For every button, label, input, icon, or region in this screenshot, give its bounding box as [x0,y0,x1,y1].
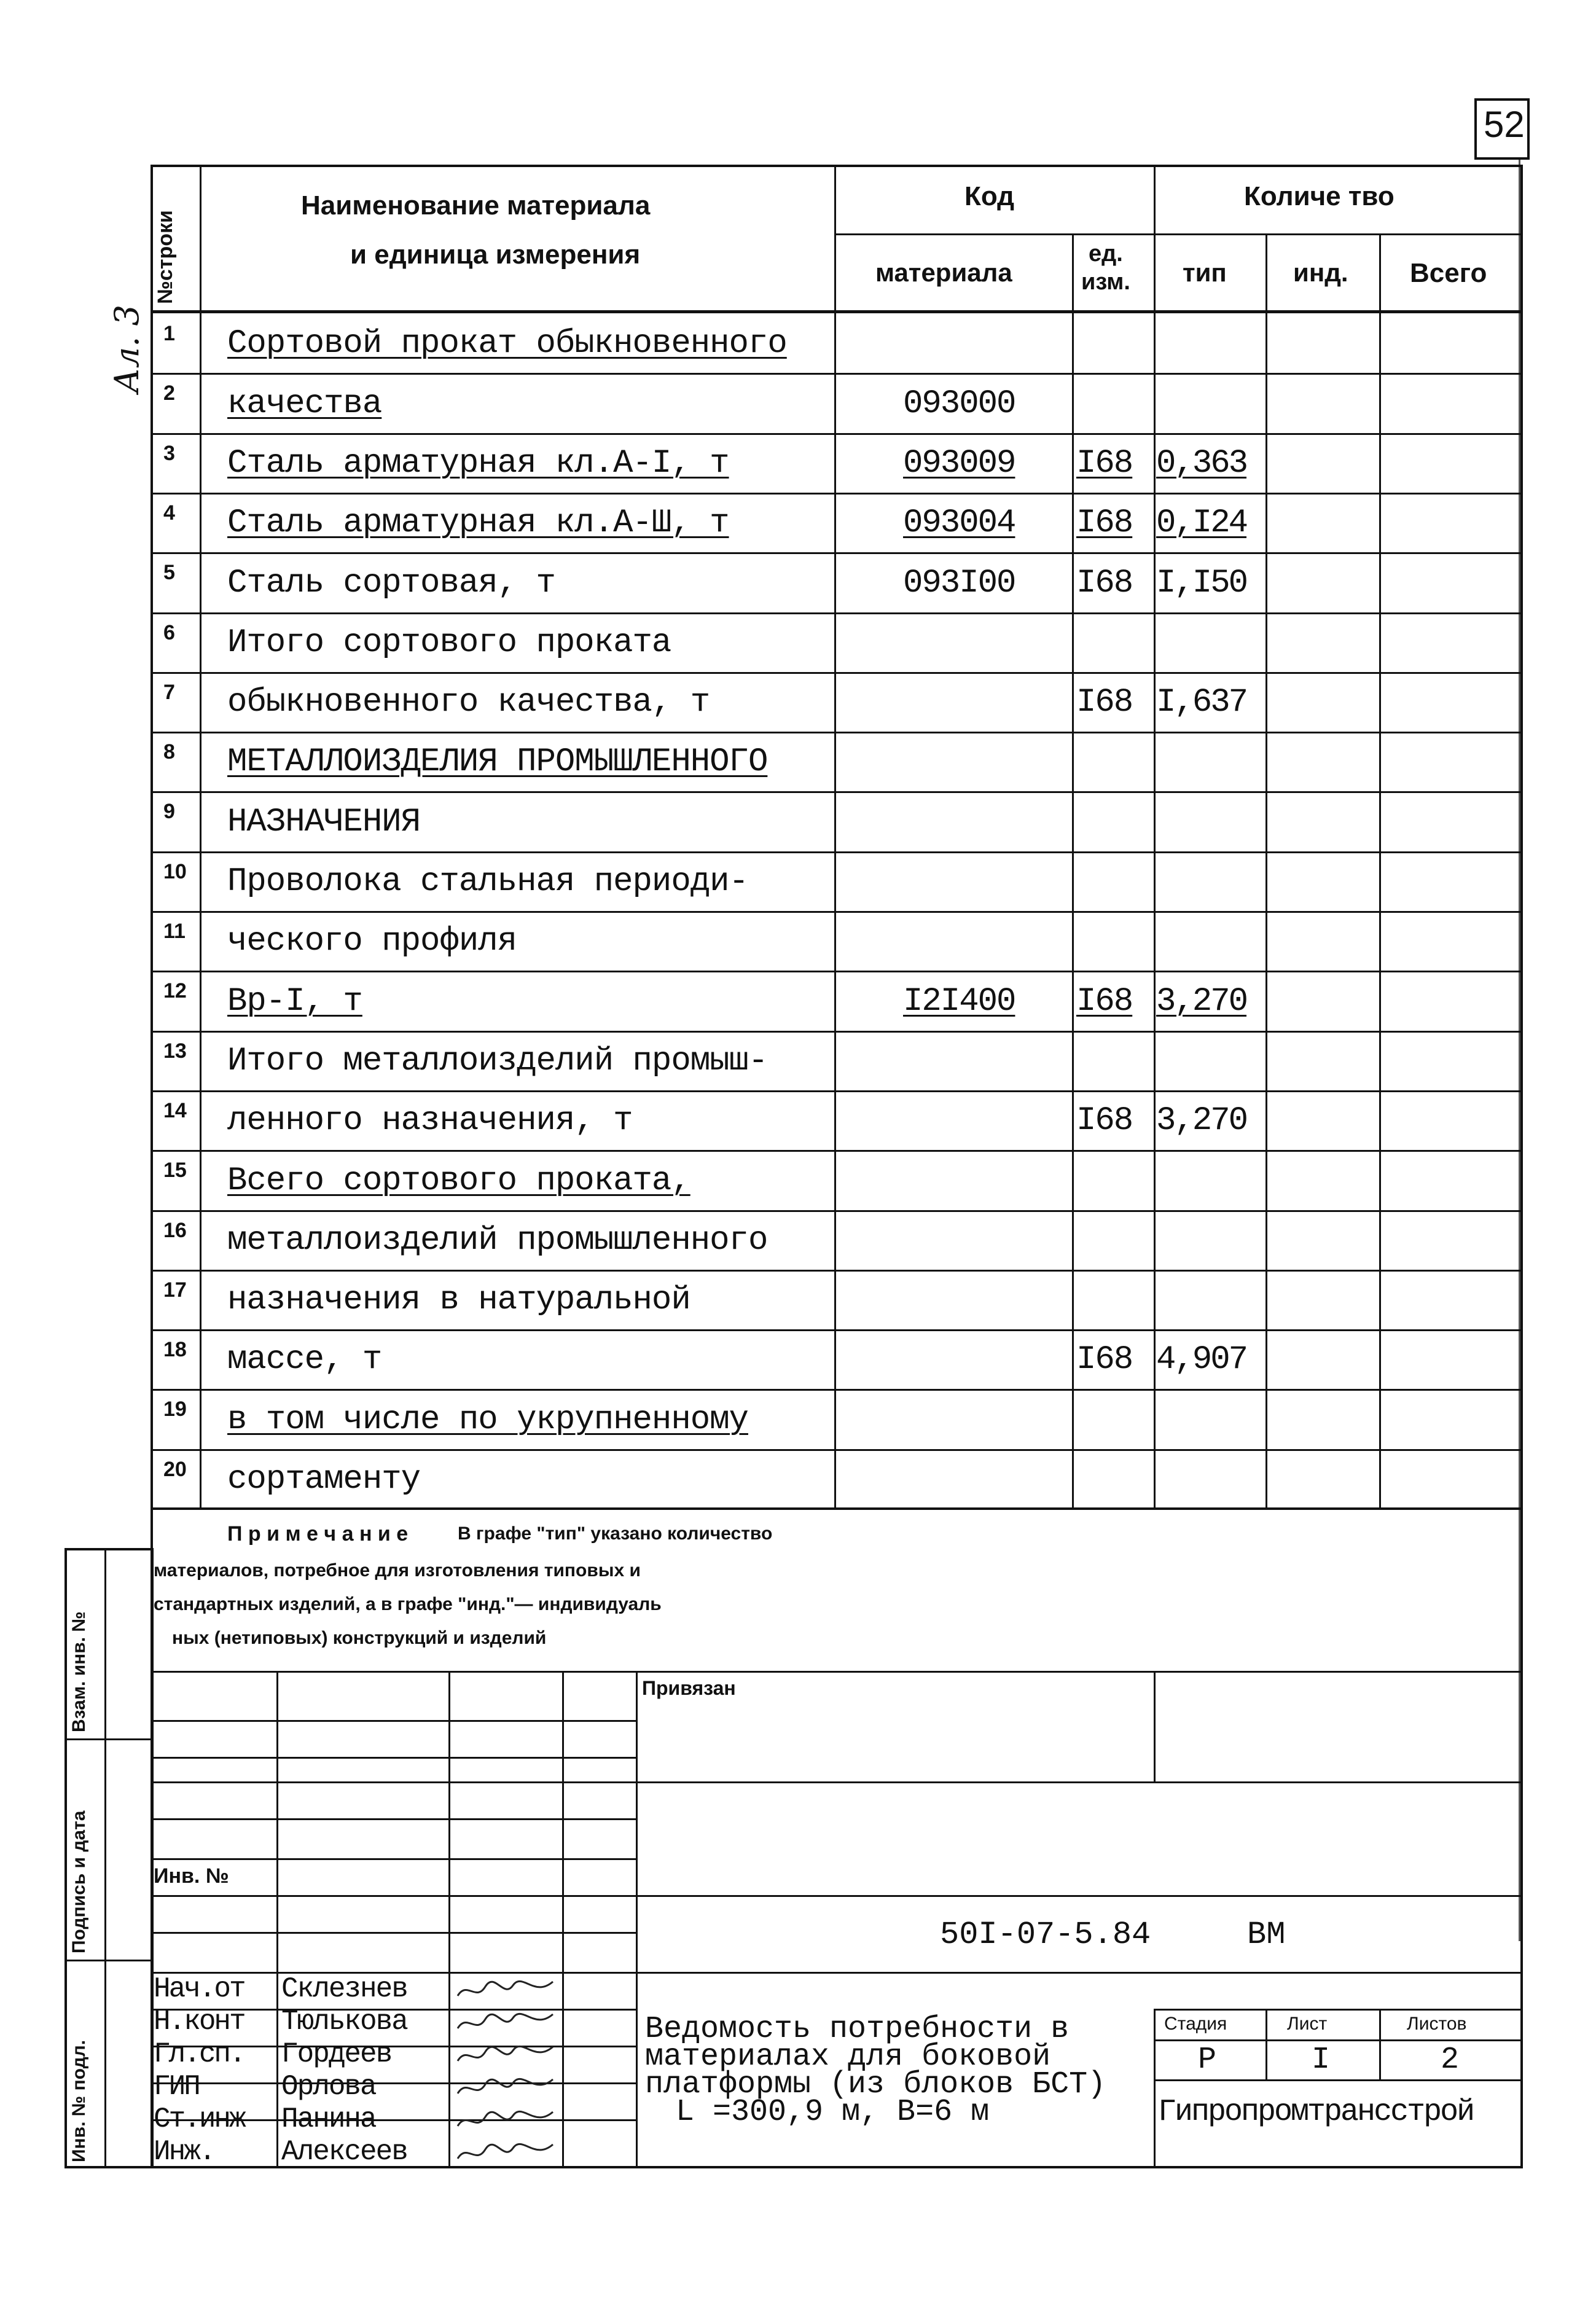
material-name: Сталь арматурная кл.А-Ш, т [227,504,729,542]
note-line4: ных (нетиповых) конструкций и изделий [172,1628,547,1648]
signer-role: ГИП [154,2071,199,2103]
row-number: 4 [163,501,175,525]
unit-code: I68 [1076,684,1133,721]
row-number: 17 [163,1278,187,1302]
header-unit-line2: изм. [1081,269,1130,295]
signature-scribble [455,2105,559,2135]
material-name: Вр-I, т [227,983,362,1020]
material-name: Сталь сортовая, т [227,565,555,602]
quantity-typ: 4,907 [1156,1341,1247,1378]
side-label-inv: Инв. № подл. [69,2039,89,2162]
material-name: Всего сортового проката, [227,1162,690,1200]
header-material: материала [875,258,1012,287]
material-name: ческого профиля [227,923,517,960]
doc-title-line2: материалах для боковой [645,2039,1051,2074]
material-name: качества [227,385,382,423]
side-label-sign: Подпись и дата [69,1810,89,1953]
quantity-typ: I,637 [1156,684,1247,721]
signature-scribble [455,2039,559,2070]
header-typ: тип [1183,258,1227,287]
privyazan-label: Привязан [642,1677,736,1699]
unit-code: I68 [1076,565,1133,602]
row-number: 12 [163,979,187,1003]
signer-name: Тюлькова [281,2006,407,2038]
signer-name: Панина [281,2103,376,2135]
quantity-typ: 0,363 [1156,445,1247,482]
header-name-line1: Наименование материала [301,190,651,221]
signer-name: Орлова [281,2071,376,2103]
doc-mark: ВМ [1247,1917,1286,1953]
material-name: Сортовой прокат обыкновенного [227,325,787,362]
material-name: обыкновенного качества, т [227,684,710,721]
material-name: Сталь арматурная кл.А-I, т [227,445,729,482]
side-note: Ал. 3 [108,305,146,393]
material-name: металлоизделий промышленного [227,1222,768,1259]
material-name: Итого металлоизделий промыш- [227,1042,768,1080]
sheet-label: Лист [1287,2014,1328,2034]
row-number: 8 [163,740,175,764]
row-number: 1 [163,322,175,345]
header-total: Всего [1410,258,1487,288]
doc-title-line4: L =300,9 м, В=6 м [676,2095,990,2130]
row-number: 19 [163,1398,187,1421]
signer-role: Гл.сп. [154,2038,244,2070]
unit-code: I68 [1076,445,1133,482]
signer-role: Ст.инж [154,2103,244,2135]
note-line1: В графе "тип" указано количество [458,1523,773,1544]
material-code: 093004 [903,504,1015,542]
note-line2: материалов, потребное для изготовления типовых и [154,1560,641,1581]
row-number: 18 [163,1338,187,1361]
doc-title-line3: платформы (из блоков БСТ) [645,2067,1106,2102]
sheets-value: 2 [1441,2043,1460,2078]
side-label-replace: Взам. инв. № [69,1611,89,1732]
row-number: 9 [163,800,175,823]
signature-scribble [455,1974,559,2005]
header-quantity: Количе тво [1244,181,1395,211]
row-number: 2 [163,381,175,405]
header-code: Код [964,181,1015,211]
material-code: I2I400 [903,983,1015,1020]
row-number: 16 [163,1219,187,1242]
unit-code: I68 [1076,983,1133,1020]
note-line3: стандартных изделий, а в графе "инд."— индивидуаль [154,1594,662,1614]
material-name: ленного назначения, т [227,1102,633,1140]
header-name-line2: и единица измерения [350,240,641,270]
organization: Гипропромтрансстрой [1158,2095,1474,2130]
signer-role: Нач.от [154,1973,244,2005]
material-name: назначения в натуральной [227,1281,690,1319]
row-number: 10 [163,860,187,883]
signature-scribble [455,2072,559,2103]
quantity-typ: I,I50 [1156,565,1247,602]
sheet-value: I [1312,2043,1331,2078]
quantity-typ: 3,270 [1156,983,1247,1020]
material-name: Проволока стальная периоди- [227,863,748,901]
material-code: 093000 [903,385,1015,423]
signer-name: Алексеев [281,2136,407,2168]
header-unit-line1: ед. [1089,241,1123,267]
header-ind: инд. [1293,258,1348,287]
page-number: 52 [1484,104,1525,145]
unit-code: I68 [1076,1102,1133,1140]
doc-title-line1: Ведомость потребности в [645,2012,1070,2047]
row-number: 13 [163,1039,187,1063]
quantity-typ: 3,270 [1156,1102,1247,1140]
doc-code: 50I-07-5.84 [940,1917,1151,1953]
material-code: 093I00 [903,565,1015,602]
material-name: массе, т [227,1341,382,1378]
material-code: 093009 [903,445,1015,482]
material-name: НАЗНАЧЕНИЯ [227,803,421,841]
stage-label: Стадия [1164,2014,1227,2034]
signer-name: Склезнев [281,1973,407,2005]
row-number: 14 [163,1099,187,1122]
signer-role: Инж. [154,2136,214,2168]
row-number: 3 [163,442,175,465]
stage-value: Р [1198,2043,1217,2078]
signer-role: Н.конт [154,2006,244,2038]
unit-code: I68 [1076,1341,1133,1378]
unit-code: I68 [1076,504,1133,542]
row-number: 11 [163,920,186,943]
material-name: в том числе по укрупненному [227,1401,748,1439]
row-number: 20 [163,1458,187,1481]
signer-name: Гордеев [281,2038,392,2070]
material-name: Итого сортового проката [227,624,671,662]
signature-scribble [455,2007,559,2038]
sheets-label: Листов [1407,2014,1467,2034]
note-lead: П р и м е ч а н и е [227,1522,409,1546]
material-name: МЕТАЛЛОИЗДЕЛИЯ ПРОМЫШЛЕННОГО [227,743,768,781]
row-number: 15 [163,1159,187,1182]
row-number: 7 [163,681,175,704]
material-name: сортаменту [227,1461,421,1498]
row-number: 5 [163,561,175,584]
row-number: 6 [163,621,175,644]
signature-scribble [455,2137,559,2168]
quantity-typ: 0,I24 [1156,504,1247,542]
header-row-number: №строки [154,210,177,304]
inv-no-label: Инв. № [154,1864,229,1888]
